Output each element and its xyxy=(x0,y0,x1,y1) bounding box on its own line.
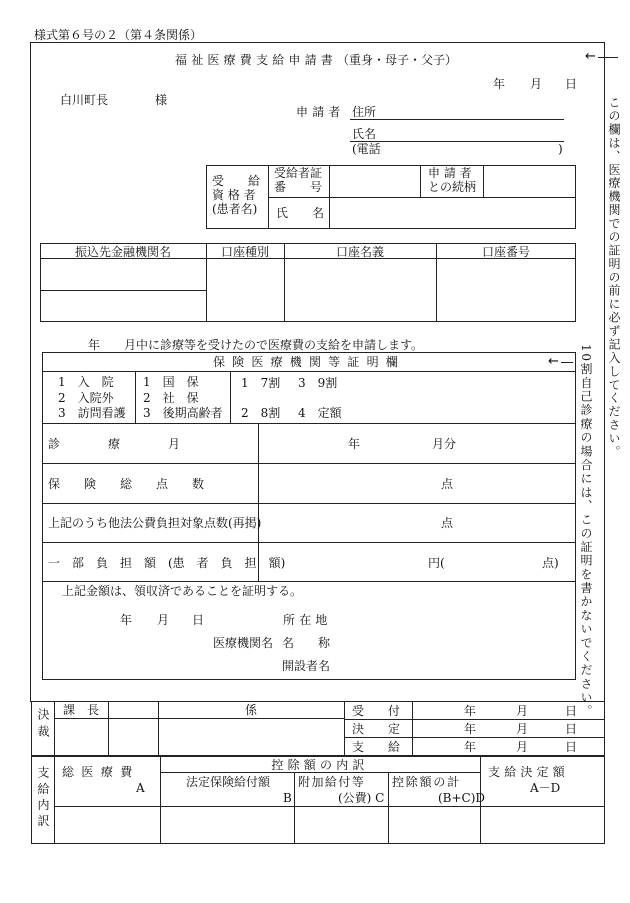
staff-stamp-field[interactable] xyxy=(159,719,343,755)
deduction-header: 控除額の内訳 xyxy=(271,758,369,772)
copayment-label: 一 部 負 担 額 (患 者 負 担 額) xyxy=(48,556,286,570)
additional-field[interactable] xyxy=(295,807,387,843)
name-line[interactable] xyxy=(350,141,564,142)
additional-sub: (公費) C xyxy=(338,791,385,805)
bank-institution-field-2[interactable] xyxy=(41,291,205,321)
ratio-9[interactable]: 3 9割 xyxy=(298,376,338,390)
total-medical-code: A xyxy=(136,781,145,795)
public-expense-points-label: 上記のうち他法公費負担対象点数(再掲) xyxy=(48,516,262,530)
cert-date-month-label: 月 xyxy=(157,613,170,627)
cert-date-day-label: 日 xyxy=(192,613,205,627)
applicant-phone-close: ) xyxy=(558,142,563,156)
application-statement: 年 月中に診療等を受けたので医療費の支給を申請します。 xyxy=(88,338,424,352)
visit-type-inpatient[interactable]: 1 入 院 xyxy=(58,375,114,389)
total-medical-label: 総 医 療 費 xyxy=(62,765,135,779)
bank-header-account-holder: 口座名義 xyxy=(335,245,384,259)
side-note-2: 10割自己診療の場合には、この証明を書かないでください。 xyxy=(579,344,593,719)
statutory-field[interactable] xyxy=(161,807,293,843)
bank-header-account-number: 口座番号 xyxy=(481,245,530,259)
visit-type-list xyxy=(58,375,126,422)
side-note-1: この欄は、医療機関での証明の前に必ず記入してください。 xyxy=(607,96,621,459)
certificate-title: 保険医療機関等証明欄 xyxy=(212,355,405,369)
account-holder-field[interactable] xyxy=(285,259,435,321)
addressee: 白川町長 xyxy=(60,93,109,107)
note2-arrow-icon: ← xyxy=(548,354,559,369)
insurance-shaho[interactable]: 2 社 保 xyxy=(143,390,199,405)
ratio-8[interactable]: 2 8割 xyxy=(241,406,281,420)
additional-label: 附加給付等 xyxy=(298,775,366,789)
treatment-month-label: 診 療 月 xyxy=(48,437,181,451)
insurance-kokuho[interactable]: 1 国 保 xyxy=(143,375,199,389)
account-number-field[interactable] xyxy=(437,259,575,321)
payment-label: 支給内訳 xyxy=(36,766,50,831)
decided-amount-sub: A－D xyxy=(530,781,561,795)
form-title: 福祉医療費支給申請書（重身・母子・父子） xyxy=(175,53,458,67)
copayment-points: 点) xyxy=(542,556,559,570)
addressee-suffix: 様 xyxy=(155,93,168,107)
recipient-label: 受 給 資 格 者 (患者名) xyxy=(212,174,261,216)
institution-name-label: 名 称 xyxy=(282,636,331,650)
decided-amount-field[interactable] xyxy=(481,807,604,843)
statutory-code: B xyxy=(283,791,292,805)
relation-field[interactable] xyxy=(484,166,575,196)
cert-number-field[interactable] xyxy=(330,166,419,196)
founder-label: 開設者名 xyxy=(282,659,331,673)
date-month-label: 月 xyxy=(530,77,543,91)
decision-label: 決裁 xyxy=(36,708,50,742)
account-type-field[interactable] xyxy=(207,259,283,321)
public-expense-points-value[interactable]: 点 xyxy=(441,516,454,530)
location-label: 所在地 xyxy=(283,613,332,627)
bank-header-account-type: 口座種別 xyxy=(220,245,269,259)
step-decided-label: 決 定 xyxy=(352,722,401,736)
date-year-label: 年 xyxy=(493,77,506,91)
cert-number-label: 受給者証 番 号 xyxy=(274,166,323,194)
step-received-label: 受 付 xyxy=(352,704,401,718)
deduction-total-field[interactable] xyxy=(389,807,479,843)
ratio-fixed[interactable]: 4 定額 xyxy=(298,406,342,420)
treatment-month-value[interactable]: 年 月分 xyxy=(348,437,457,451)
form-number: 様式第６号の２（第４条関係） xyxy=(34,28,203,42)
total-medical-field[interactable] xyxy=(55,807,159,843)
note1-arrow-icon: ← xyxy=(585,49,596,64)
applicant-name-label: 氏名 xyxy=(352,127,377,141)
relation-label: 申 請 者 との続柄 xyxy=(428,166,477,194)
chief-label: 課 長 xyxy=(62,703,99,717)
statutory-label: 法定保険給付額 xyxy=(186,775,271,789)
decided-amount-label: 支給決定額 xyxy=(488,765,570,779)
applicant-phone-label: (電話 xyxy=(352,142,381,156)
insurance-type-list xyxy=(143,375,223,422)
recipient-name-label: 氏 名 xyxy=(276,206,325,220)
bank-institution-field-1[interactable] xyxy=(41,259,205,289)
receipt-statement: 上記金額は、領収済であることを証明する。 xyxy=(62,584,303,598)
applicant-address-label: 住所 xyxy=(352,105,377,119)
staff-label: 係 xyxy=(244,703,257,717)
date-day-label: 日 xyxy=(565,77,578,91)
chief-stamp-field[interactable] xyxy=(55,719,107,755)
visit-type-home-nursing[interactable]: 3 訪問看護 xyxy=(58,406,126,421)
institution-label: 医療機関名 xyxy=(213,636,274,650)
insurance-elderly[interactable]: 3 後期高齢者 xyxy=(143,406,223,421)
deduction-total-label: 控除額の計 xyxy=(392,775,462,789)
ratio-7[interactable]: 1 7割 xyxy=(241,376,281,390)
deduction-total-sub: (B+C)D xyxy=(438,791,486,805)
applicant-label: 申請者 xyxy=(296,105,345,119)
cert-date-year-label: 年 xyxy=(120,613,133,627)
address-line[interactable] xyxy=(350,119,564,120)
total-points-label: 保 険 総 点 数 xyxy=(48,477,205,491)
recipient-name-field[interactable] xyxy=(330,198,575,228)
copayment-value[interactable]: 円( xyxy=(428,556,445,570)
visit-type-outpatient[interactable]: 2 入院外 xyxy=(58,390,114,405)
step-paid-label: 支 給 xyxy=(352,740,401,754)
bank-header-institution: 振込先金融機関名 xyxy=(74,245,171,259)
total-points-value[interactable]: 点 xyxy=(441,477,454,491)
